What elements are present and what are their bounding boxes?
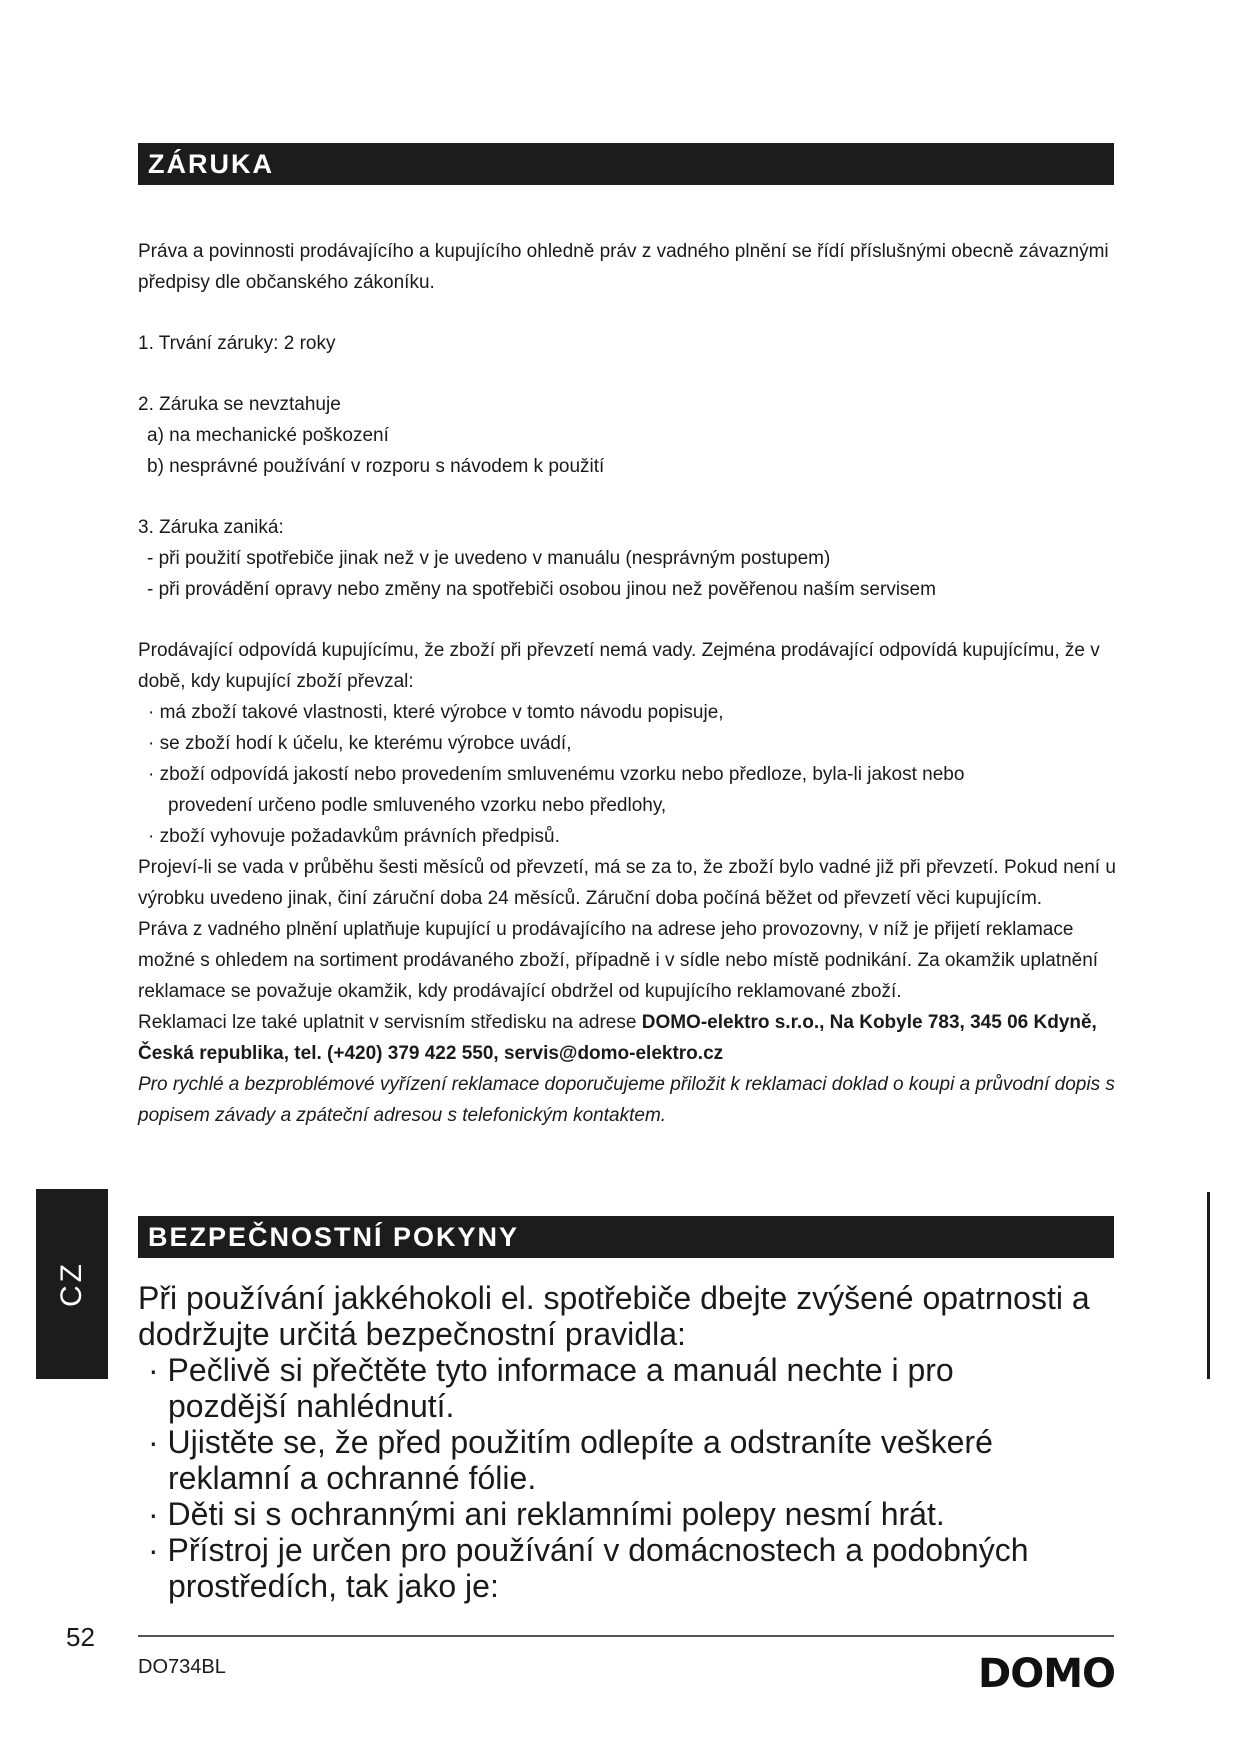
safety-heading-text: BEZPEČNOSTNÍ POKYNY xyxy=(148,1222,520,1252)
seller-intro: Prodávající odpovídá kupujícímu, že zboží při převzetí nemá vady. Zejména prodávající odpovídá kupujícímu, že v době, kdy kupující zboží převzal: xyxy=(138,640,1100,692)
defect-paragraph: Projeví-li se vada v průběhu šesti měsíců od převzetí, má se za to, že zboží bylo vadné již při převzetí. Pokud není u výrobku uvedeno jinak, činí záruční doba 24 měsíců. Záruční doba počíná běžet od převzetí věci kupujícím. xyxy=(138,857,1116,909)
seller-bullet-4: · zboží vyhovuje požadavkům právních předpisů. xyxy=(148,826,560,847)
warranty-item-1: 1. Trvání záruky: 2 roky xyxy=(138,333,336,354)
domo-logo: DOMO xyxy=(978,1651,1116,1697)
warranty-item-3: 3. Záruka zaniká: xyxy=(138,517,284,538)
footer-divider xyxy=(138,1635,1114,1637)
safety-body xyxy=(138,1280,1128,1604)
seller-bullet-3: · zboží odpovídá jakostí nebo provedením smluvenému vzorku nebo předloze, byla-li jakost nebo xyxy=(148,764,965,785)
warranty-item-2a: a) na mechanické poškození xyxy=(147,425,389,446)
page-number: 52 xyxy=(66,1622,95,1652)
warranty-item-2: 2. Záruka se nevztahuje xyxy=(138,394,341,415)
seller-bullet-3-continued: provedení určeno podle smluveného vzorku nebo předlohy, xyxy=(168,795,667,816)
safety-bullet-2-continued: reklamní a ochranné fólie. xyxy=(168,1460,537,1496)
warranty-body xyxy=(138,236,1118,1131)
warranty-heading xyxy=(138,143,1114,185)
rights-paragraph: Práva z vadného plnění uplatňuje kupující u prodávajícího na adrese jeho provozovny, v níž je přijetí reklamace možné s ohledem na sortiment prodávaného zboží, případně i v sídle nebo místě podnikání. Za okamžik uplatnění reklamace se považuje okamžik, kdy prodávající obdržel od kupujícího reklamované zboží. xyxy=(138,919,1099,1002)
safety-intro: Při používání jakkéhokoli el. spotřebiče dbejte zvýšené opatrnosti a dodržujte určitá bezpečnostní pravidla: xyxy=(138,1280,1090,1352)
language-tab-label: CZ xyxy=(55,1261,88,1307)
safety-bullet-4-continued: prostředích, tak jako je: xyxy=(168,1568,499,1604)
warranty-item-2b: b) nesprávné používání v rozporu s návodem k použití xyxy=(147,456,605,477)
safety-bullet-4: · Přístroj je určen pro používání v domácnostech a podobných xyxy=(148,1532,1029,1568)
warranty-item-3a: - při použití spotřebiče jinak než v je uvedeno v manuálu (nesprávným postupem) xyxy=(147,548,831,569)
safety-heading xyxy=(138,1216,1114,1258)
safety-bullet-1-continued: pozdější nahlédnutí. xyxy=(168,1388,455,1424)
warranty-heading-text: ZÁRUKA xyxy=(148,149,274,179)
warranty-intro: Práva a povinnosti prodávajícího a kupujícího ohledně práv z vadného plnění se řídí příslušnými obecně závaznými předpisy dle občanského zákoníku. xyxy=(138,241,1109,293)
safety-bullet-1: · Pečlivě si přečtěte tyto informace a manuál nechte i pro xyxy=(148,1352,954,1388)
seller-bullet-1: · má zboží takové vlastnosti, které výrobce v tomto návodu popisuje, xyxy=(148,702,724,723)
recommendation-note: Pro rychlé a bezproblémové vyřízení reklamace doporučujeme přiložit k reklamaci doklad o koupi a průvodní dopis s popisem závady a zpáteční adresou s telefonickým kontaktem. xyxy=(138,1074,1115,1126)
safety-bullet-3: · Děti si s ochrannými ani reklamními polepy nesmí hrát. xyxy=(148,1496,945,1532)
model-number: DO734BL xyxy=(138,1656,226,1678)
claim-paragraph xyxy=(138,1007,1118,1069)
warranty-item-3b: - při provádění opravy nebo změny na spotřebiči osobou jinou než pověřenou naším servisem xyxy=(147,579,936,600)
claim-prefix: Reklamaci lze také uplatnit v servisním středisku na adrese xyxy=(138,1012,642,1033)
language-tab xyxy=(36,1189,108,1379)
seller-bullet-2: · se zboží hodí k účelu, ke kterému výrobce uvádí, xyxy=(148,733,572,754)
margin-marker-line xyxy=(1207,1192,1210,1379)
safety-bullet-2: · Ujistěte se, že před použitím odlepíte a odstraníte veškeré xyxy=(148,1424,993,1460)
service-address: DOMO-elektro s.r.o., Na Kobyle 783, 345 06 Kdyně, Česká republika, tel. (+420) 379 422 550, servis@domo-elektro.cz xyxy=(138,1012,1097,1064)
